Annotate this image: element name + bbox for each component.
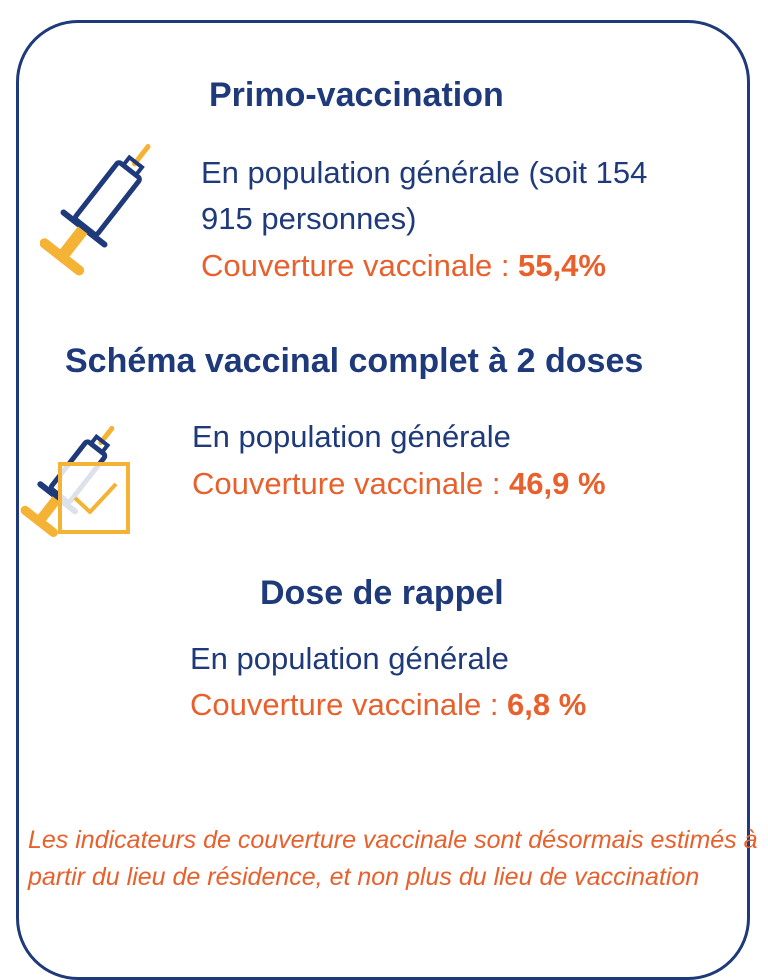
syringe-icon [40,128,160,288]
coverage-line [190,682,586,728]
coverage-label: Couverture vaccinale : [190,687,508,722]
coverage-value: 55,4% [518,248,606,283]
coverage-line [192,461,606,507]
syringe-checkbox-icon [20,412,135,552]
population-line-1: En population générale (soit 154 [201,155,648,190]
coverage-value: 46,9 % [509,466,606,501]
coverage-line [201,243,606,289]
population-line-2: 915 personnes) [201,201,417,236]
coverage-value: 6,8 % [507,687,587,722]
section-title-primo-vaccination: Primo-vaccination [209,76,504,114]
population-line-1: En population générale [192,419,511,454]
section-title-dose-de-rappel: Dose de rappel [260,574,504,612]
section-title-schema-complet: Schéma vaccinal complet à 2 doses [65,342,644,380]
footnote: Les indicateurs de couverture vaccinale sont désormais estimés à partir du lieu de résidence, et non plus du lieu de vaccination [28,826,758,891]
coverage-label: Couverture vaccinale : [192,466,510,501]
coverage-label: Couverture vaccinale : [201,248,519,283]
population-line-1: En population générale [190,641,509,676]
